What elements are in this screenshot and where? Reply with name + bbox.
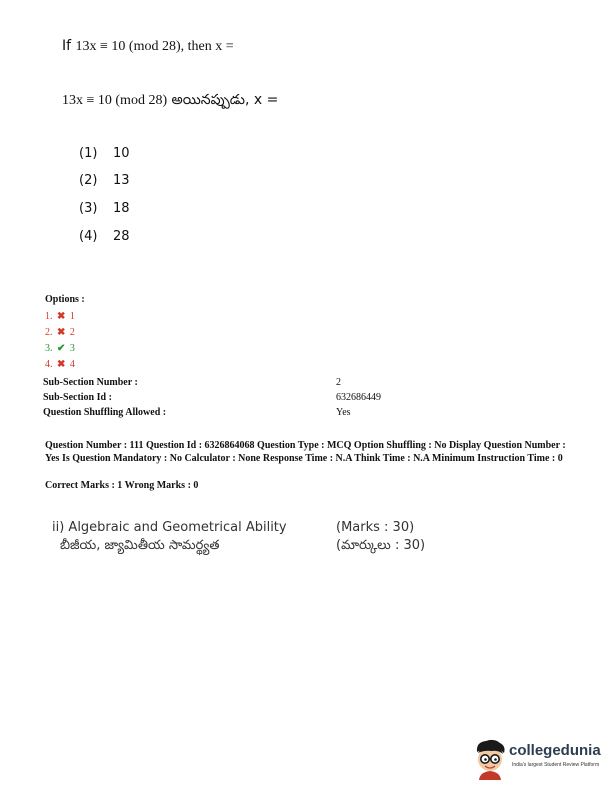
cross-icon: ✖ — [57, 311, 66, 322]
option-value: 3 — [69, 343, 75, 354]
cross-icon: ✖ — [57, 359, 66, 370]
choice-value: 10 — [113, 146, 130, 161]
options-title: Options : — [45, 294, 85, 305]
option-item-1 — [45, 311, 75, 322]
choice-value: 18 — [113, 201, 130, 216]
choice-3 — [79, 201, 130, 216]
question-english-suffix: then x = — [184, 39, 234, 54]
option-value: 4 — [69, 359, 75, 370]
question-english-prefix: If — [62, 38, 76, 54]
choice-1 — [79, 146, 130, 161]
correct-marks: Correct Marks : 1 Wrong Marks : 0 — [45, 480, 199, 491]
option-item-2 — [45, 327, 75, 338]
question-info: Question Number : 111 Question Id : 6326864068 Question Type : MCQ Option Shuffling : No Display Question Number : Yes Is Question Mandatory : No Calculator : None Response Time : N.A Think Time : N.A Minimum Instruction Time : 0 — [45, 440, 566, 464]
choice-value: 13 — [113, 173, 130, 188]
check-icon: ✔ — [57, 343, 66, 354]
question-english-math: 13x ≡ 10 (mod 28), — [75, 39, 185, 54]
choice-4 — [79, 229, 130, 244]
question-telugu — [62, 92, 278, 111]
option-item-3 — [45, 343, 75, 354]
choice-value: 28 — [113, 229, 130, 244]
shuffling-allowed-label: Question Shuffling Allowed : — [43, 407, 167, 418]
option-index: 2. — [45, 327, 53, 338]
sub-section-number-value: 2 — [336, 377, 341, 388]
option-item-4 — [45, 359, 75, 370]
choice-number: (3) — [79, 201, 98, 216]
sub-section-id-value: 632686449 — [336, 392, 381, 403]
mascot-icon — [472, 738, 510, 780]
question-telugu-suffix: అయినప్పుడు, x = — [167, 92, 279, 108]
choice-number: (1) — [79, 146, 98, 161]
logo-tagline: India's largest Student Review Platform — [512, 762, 600, 768]
section-title-telugu: బీజీయ, జ్యామితీయ సామర్థ్యత — [60, 538, 220, 553]
question-telugu-math: 13x ≡ 10 (mod 28) — [62, 93, 168, 108]
logo-name: collegedunia — [509, 742, 601, 759]
sub-section-number-label: Sub-Section Number : — [43, 377, 138, 388]
option-value: 1 — [69, 311, 75, 322]
shuffling-allowed-value: Yes — [336, 407, 351, 418]
option-index: 3. — [45, 343, 53, 354]
cross-icon: ✖ — [57, 327, 66, 338]
option-value: 2 — [69, 327, 75, 338]
sub-section-id-label: Sub-Section Id : — [43, 392, 112, 403]
option-index: 4. — [45, 359, 53, 370]
choice-2 — [79, 173, 130, 188]
section-marks-english: (Marks : 30) — [336, 520, 415, 535]
collegedunia-logo — [472, 738, 608, 780]
choice-number: (4) — [79, 229, 98, 244]
question-english — [62, 38, 234, 55]
choice-number: (2) — [79, 173, 98, 188]
section-marks-telugu: (మార్కులు : 30) — [336, 538, 426, 553]
section-title-english: ii) Algebraic and Geometrical Ability — [52, 520, 287, 535]
option-index: 1. — [45, 311, 53, 322]
